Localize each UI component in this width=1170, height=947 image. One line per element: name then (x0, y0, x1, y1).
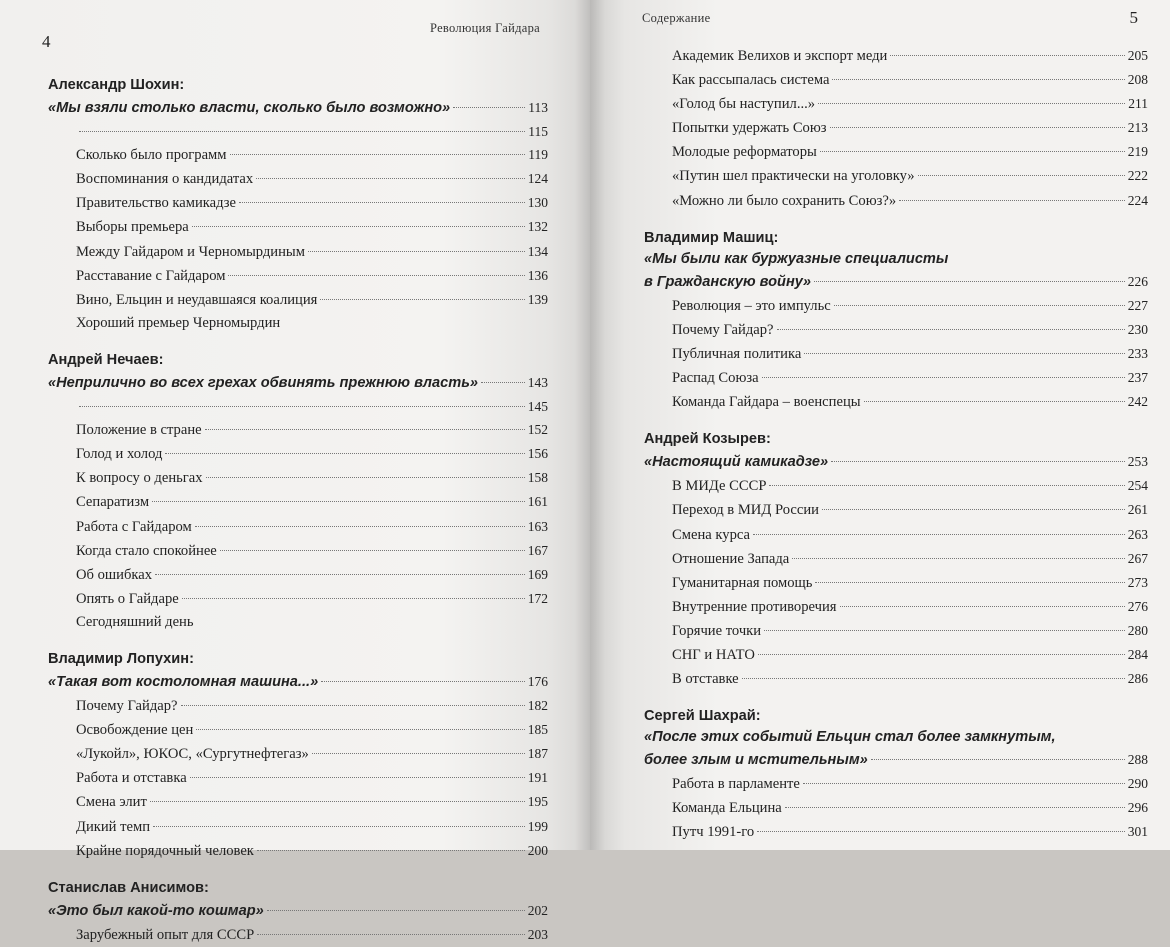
toc-entry (48, 240, 548, 264)
entry-title: «Лукойл», ЮКОС, «Сургутнефтегаз» (76, 746, 309, 763)
toc-entry (48, 766, 548, 790)
dot-leader (150, 801, 525, 802)
toc-entry (48, 288, 548, 312)
toc-entry (644, 116, 1148, 140)
entry-title: Освобождение цен (76, 722, 194, 739)
toc-entry (48, 587, 548, 611)
entry-title: Отношение Запада (672, 550, 790, 567)
entry-page-number: 284 (1127, 646, 1148, 662)
entry-page-number: 290 (1127, 776, 1148, 792)
entry-page-number: 161 (527, 494, 548, 510)
section-subtitle: «Мы взяли столько власти, сколько было возможно» (48, 100, 451, 116)
dot-leader (190, 777, 525, 778)
entry-title: Сегодняшний день (76, 613, 194, 630)
dot-leader (834, 305, 1125, 306)
toc-entry (48, 839, 548, 863)
toc-section (48, 349, 548, 634)
toc-entry (48, 923, 548, 947)
entry-title: Команда Гайдара – военспецы (672, 394, 861, 411)
dot-leader (308, 251, 525, 252)
section-subtitle: «Это был какой-то кошмар» (48, 902, 264, 919)
entry-title: Почему Гайдар? (76, 698, 178, 715)
page-number: 5 (1129, 8, 1138, 27)
dot-leader (79, 131, 525, 132)
dot-leader (192, 226, 525, 227)
toc-entry (644, 450, 1148, 474)
entry-title: Публичная политика (672, 345, 802, 362)
entry-title: Смена курса (672, 526, 750, 543)
toc-section (644, 705, 1148, 844)
entry-page-number: 205 (1127, 48, 1148, 63)
entry-title: СНГ и НАТО (672, 646, 755, 663)
table-of-contents (48, 74, 548, 947)
entry-title: Внутренние противоречия (672, 598, 837, 615)
entry-title: Выборы премьера (76, 219, 189, 236)
toc-entry (644, 140, 1148, 164)
toc-section (644, 428, 1148, 691)
dot-leader (230, 154, 526, 155)
toc-entry (48, 395, 548, 418)
entry-page-number: 224 (1127, 192, 1148, 208)
toc-entry (644, 92, 1148, 116)
toc-entry (644, 474, 1148, 498)
entry-title: Академик Велихов и экспорт меди (672, 48, 888, 64)
dot-leader (205, 429, 525, 430)
dot-leader (228, 275, 524, 276)
dot-leader (196, 729, 524, 730)
toc-entry (644, 366, 1148, 390)
entry-title: «Путин шел практически на уголовку» (672, 168, 915, 185)
section-subtitle: «Такая вот костоломная машина...» (48, 673, 319, 690)
entry-title: «Голод бы наступил...» (672, 96, 816, 113)
entry-title: Почему Гайдар? (672, 321, 774, 338)
entry-page-number: 211 (1128, 96, 1148, 112)
entry-title: Опять о Гайдаре (76, 590, 179, 607)
dot-leader (764, 630, 1125, 631)
dot-leader (890, 55, 1124, 56)
toc-entry (644, 748, 1148, 772)
toc-entry (644, 595, 1148, 619)
entry-page-number: 227 (1127, 297, 1148, 313)
dot-leader (815, 582, 1124, 583)
toc-entry (644, 772, 1148, 796)
dot-leader (840, 606, 1125, 607)
dot-leader (320, 299, 524, 300)
entry-page-number: 143 (527, 374, 548, 390)
toc-entry (48, 815, 548, 839)
section-author: Александр Шохин: (48, 77, 185, 93)
entry-page-number: 222 (1127, 168, 1148, 184)
entry-page-number: 254 (1127, 478, 1148, 494)
dot-leader (803, 783, 1125, 784)
dot-leader (256, 178, 525, 179)
entry-title: Как рассыпалась система (672, 72, 830, 89)
toc-entry (48, 215, 548, 239)
entry-title: Гуманитарная помощь (672, 574, 813, 591)
entry-title: Команда Ельцина (672, 800, 782, 817)
entry-page-number: 113 (528, 100, 548, 115)
toc-entry (48, 120, 548, 143)
dot-leader (758, 654, 1125, 655)
dot-leader (182, 598, 525, 599)
entry-title: Работа и отставка (76, 770, 187, 787)
entry-page-number: 200 (527, 842, 548, 858)
toc-entry (48, 490, 548, 514)
dot-leader (785, 807, 1125, 808)
dot-leader (792, 558, 1124, 559)
entry-title: Воспоминания о кандидатах (76, 171, 254, 188)
entry-page-number: 163 (527, 518, 548, 534)
dot-leader (742, 678, 1125, 679)
dot-leader (814, 281, 1125, 282)
entry-page-number: 169 (527, 566, 548, 582)
toc-entry (48, 742, 548, 766)
section-author: Андрей Нечаев: (48, 351, 164, 368)
entry-title: Голод и холод (76, 446, 163, 463)
entry-page-number: 267 (1127, 550, 1148, 566)
toc-entry (644, 318, 1148, 342)
toc-section (48, 877, 548, 947)
entry-page-number: 280 (1127, 622, 1148, 638)
entry-page-number: 158 (527, 470, 548, 486)
toc-entry (644, 68, 1148, 92)
entry-title: Молодые реформаторы (672, 144, 817, 161)
section-subtitle: «Неприлично во всех грехах обвинять прежнюю власть» (48, 374, 478, 391)
entry-page-number: 115 (528, 124, 548, 140)
entry-page-number: 203 (527, 926, 548, 942)
entry-page-number: 182 (527, 698, 548, 714)
dot-leader (820, 151, 1125, 152)
dot-leader (481, 382, 525, 383)
dot-leader (195, 526, 525, 527)
entry-title: Когда стало спокойнее (76, 542, 217, 559)
toc-entry (644, 390, 1148, 414)
toc-entry (644, 270, 1148, 294)
entry-title: Революция – это импульс (672, 297, 831, 314)
dot-leader (257, 850, 525, 851)
section-subtitle: в Гражданскую войну» (644, 273, 812, 290)
entry-page-number: 202 (527, 902, 548, 918)
entry-title: В отставке (672, 671, 739, 688)
entry-page-number: 219 (1127, 144, 1148, 160)
dot-leader (155, 574, 525, 575)
entry-page-number: 195 (527, 794, 548, 810)
running-head: Содержание (642, 11, 711, 25)
page-number: 4 (42, 32, 51, 51)
dot-leader (918, 175, 1125, 176)
entry-title: Дикий темп (76, 818, 151, 835)
entry-page-number: 152 (527, 422, 548, 438)
toc-entry (644, 294, 1148, 318)
entry-page-number: 208 (1127, 72, 1148, 88)
entry-page-number: 296 (1127, 800, 1148, 816)
dot-leader (822, 509, 1125, 510)
entry-title: Правительство камикадзе (76, 195, 236, 212)
entry-title: «Можно ли было сохранить Союз?» (672, 192, 897, 209)
section-author: Станислав Анисимов: (48, 879, 209, 896)
entry-page-number: 156 (527, 446, 548, 462)
dot-leader (220, 550, 525, 551)
toc-entry (48, 515, 548, 539)
toc-section (48, 74, 548, 335)
toc-entry (48, 563, 548, 587)
dot-leader (257, 934, 525, 935)
entry-page-number: 139 (527, 291, 548, 307)
entry-page-number: 242 (1127, 394, 1148, 410)
entry-page-number: 145 (527, 399, 548, 415)
toc-entry (644, 547, 1148, 571)
entry-page-number: 191 (527, 770, 548, 786)
running-head: Революция Гайдара (430, 21, 541, 35)
entry-title: Зарубежный опыт для СССР (76, 926, 255, 943)
entry-page-number: 286 (1127, 671, 1148, 687)
section-author: Владимир Машиц: (644, 229, 779, 246)
dot-leader (312, 753, 525, 754)
toc-entry (644, 643, 1148, 667)
toc-entry (644, 189, 1148, 213)
entry-page-number: 301 (1127, 824, 1148, 840)
dot-leader (153, 826, 525, 827)
dot-leader (899, 200, 1125, 201)
dot-leader (267, 910, 525, 911)
toc-section (48, 648, 548, 863)
dot-leader (165, 453, 524, 454)
toc-entry (48, 670, 548, 694)
entry-page-number: 233 (1127, 345, 1148, 361)
dot-leader (181, 705, 525, 706)
entry-page-number: 119 (528, 147, 548, 163)
toc-entry (644, 667, 1148, 691)
toc-entry (48, 371, 548, 395)
dot-leader (831, 461, 1125, 462)
entry-page-number: 288 (1127, 752, 1148, 768)
dot-leader (762, 377, 1125, 378)
entry-page-number: 167 (527, 542, 548, 558)
entry-title: В МИДе СССР (672, 478, 767, 495)
toc-entry (48, 466, 548, 490)
entry-page-number: 199 (527, 818, 548, 834)
dot-leader (804, 353, 1124, 354)
section-author: Владимир Лопухин: (48, 650, 194, 667)
dot-leader (453, 107, 525, 108)
toc-entry (644, 44, 1148, 68)
section-author: Андрей Козырев: (644, 431, 771, 448)
entry-page-number: 185 (527, 722, 548, 738)
dot-leader (321, 681, 525, 682)
toc-entry (48, 143, 548, 167)
entry-page-number: 230 (1127, 321, 1148, 337)
right-page (590, 0, 1170, 850)
toc-entry (48, 899, 548, 923)
section-subtitle: «После этих событий Ельцин стал более замкнутым, (644, 729, 1056, 746)
entry-page-number: 237 (1127, 370, 1148, 386)
toc-entry (48, 96, 548, 120)
toc-entry (48, 418, 548, 442)
entry-page-number: 136 (527, 267, 548, 283)
toc-entry (48, 312, 548, 335)
entry-title: Попытки удержать Союз (672, 120, 827, 137)
dot-leader (753, 534, 1125, 535)
entry-page-number: 213 (1127, 120, 1148, 136)
table-of-contents (644, 44, 1148, 845)
toc-entry (48, 694, 548, 718)
entry-title: Смена элит (76, 794, 147, 811)
toc-entry (48, 167, 548, 191)
dot-leader (777, 329, 1125, 330)
entry-page-number: 124 (527, 171, 548, 187)
section-subtitle: более злым и мстительным» (644, 752, 868, 769)
entry-page-number: 132 (527, 219, 548, 235)
entry-page-number: 187 (527, 746, 548, 762)
entry-title: Расставание с Гайдаром (76, 267, 226, 284)
toc-entry (644, 498, 1148, 522)
entry-title: Между Гайдаром и Черномырдиным (76, 243, 305, 260)
dot-leader (152, 501, 525, 502)
entry-page-number: 261 (1127, 502, 1148, 518)
toc-entry (48, 790, 548, 814)
toc-entry (644, 523, 1148, 547)
toc-entry (644, 342, 1148, 366)
entry-page-number: 172 (527, 590, 548, 606)
entry-title: Работа с Гайдаром (76, 518, 192, 535)
dot-leader (818, 103, 1125, 104)
toc-entry (48, 539, 548, 563)
dot-leader (79, 406, 525, 407)
toc-entry (644, 619, 1148, 643)
section-author: Сергей Шахрай: (644, 708, 761, 725)
dot-leader (830, 127, 1125, 128)
entry-title: К вопросу о деньгах (76, 470, 203, 487)
toc-entry (48, 611, 548, 634)
entry-title: Путч 1991-го (672, 824, 755, 841)
dot-leader (871, 759, 1125, 760)
section-subtitle: «Настоящий камикадзе» (644, 454, 829, 471)
toc-section (644, 227, 1148, 415)
entry-title: Горячие точки (672, 622, 762, 639)
entry-title: Положение в стране (76, 422, 202, 439)
dot-leader (239, 202, 525, 203)
dot-leader (769, 485, 1124, 486)
entry-title: Распад Союза (672, 370, 759, 387)
toc-entry (644, 796, 1148, 820)
toc-entry (48, 264, 548, 288)
dot-leader (832, 79, 1124, 80)
entry-title: Переход в МИД России (672, 502, 819, 519)
entry-page-number: 226 (1127, 273, 1148, 289)
entry-title: Об ошибках (76, 566, 153, 583)
toc-entry (644, 164, 1148, 188)
entry-page-number: 130 (527, 195, 548, 211)
section-subtitle: «Мы были как буржуазные специалисты (644, 250, 949, 267)
entry-page-number: 263 (1127, 526, 1148, 542)
entry-title: Работа в парламенте (672, 776, 800, 793)
entry-page-number: 134 (527, 243, 548, 259)
entry-page-number: 276 (1127, 598, 1148, 614)
entry-title: Вино, Ельцин и неудавшаяся коалиция (76, 291, 318, 308)
toc-entry (48, 191, 548, 215)
entry-page-number: 273 (1127, 574, 1148, 590)
toc-entry (644, 571, 1148, 595)
entry-title: Крайне порядочный человек (76, 842, 254, 859)
dot-leader (206, 477, 525, 478)
entry-title: Сколько было программ (76, 147, 227, 164)
entry-title: Хороший премьер Черномырдин (76, 314, 281, 331)
toc-entry (644, 820, 1148, 844)
entry-title: Сепаратизм (76, 494, 150, 511)
dot-leader (864, 401, 1125, 402)
toc-entry (48, 718, 548, 742)
dot-leader (757, 831, 1125, 832)
toc-entry (48, 442, 548, 466)
entry-page-number: 253 (1127, 454, 1148, 470)
entry-page-number: 176 (527, 673, 548, 689)
